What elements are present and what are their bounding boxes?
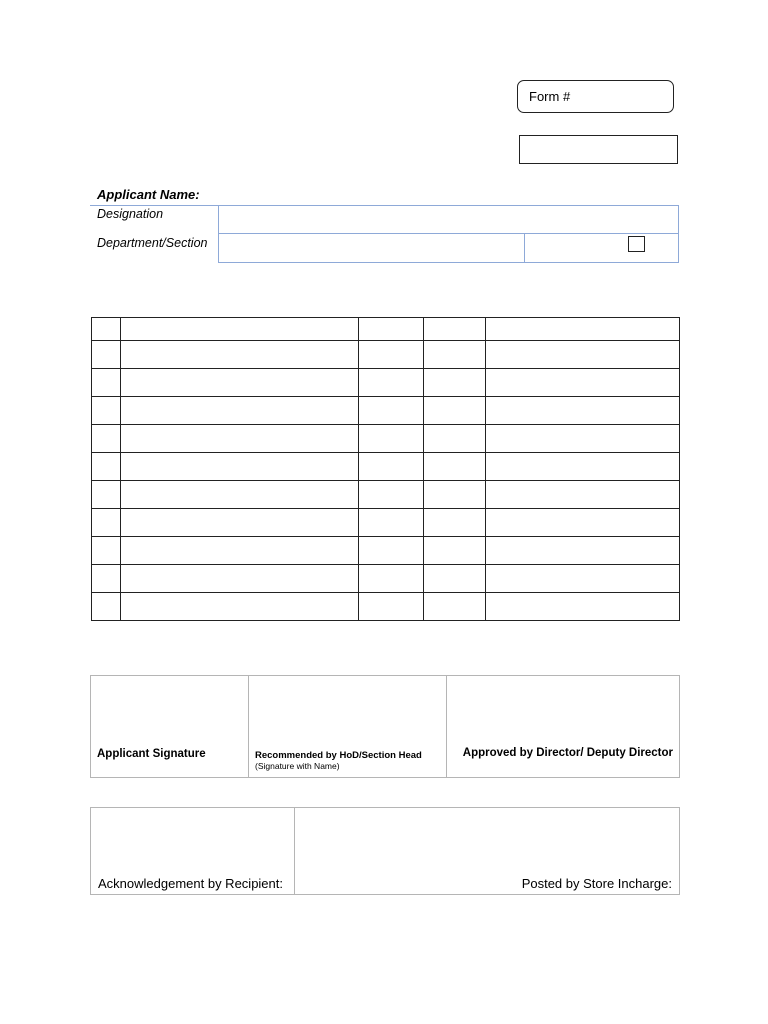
table-cell[interactable] (486, 537, 680, 565)
table-cell[interactable] (486, 369, 680, 397)
table-cell[interactable] (359, 341, 424, 369)
table-cell[interactable] (121, 341, 359, 369)
table-cell[interactable] (359, 509, 424, 537)
table-cell[interactable] (359, 593, 424, 621)
table-cell[interactable] (486, 593, 680, 621)
recommended-cell[interactable] (249, 676, 447, 778)
table-cell[interactable] (486, 341, 680, 369)
table-cell[interactable] (486, 565, 680, 593)
table-header-row (92, 318, 680, 341)
designation-label: Designation (97, 207, 164, 221)
table-cell[interactable] (92, 537, 121, 565)
table-row (92, 481, 680, 509)
approved-cell[interactable] (447, 676, 680, 778)
recipient-cell[interactable] (91, 808, 295, 895)
recommended-note: (Signature with Name) (255, 761, 340, 771)
store-cell[interactable] (295, 808, 680, 895)
table-cell[interactable] (121, 537, 359, 565)
table-cell[interactable] (92, 509, 121, 537)
table-cell[interactable] (359, 425, 424, 453)
table-row (92, 369, 680, 397)
table-cell[interactable] (92, 481, 121, 509)
info-rule-divider (524, 233, 525, 263)
table-cell[interactable] (359, 397, 424, 425)
table-cell[interactable] (121, 397, 359, 425)
table-cell[interactable] (486, 509, 680, 537)
table-cell[interactable] (424, 369, 486, 397)
table-cell[interactable] (424, 481, 486, 509)
table-cell[interactable] (424, 425, 486, 453)
form-number-field[interactable] (519, 135, 678, 164)
info-rule-right (678, 205, 679, 263)
designation-field[interactable] (219, 206, 678, 233)
table-row (92, 453, 680, 481)
applicant-signature-label: Applicant Signature (97, 748, 206, 760)
table-cell[interactable] (359, 481, 424, 509)
acknowledgement-table (90, 807, 680, 895)
table-cell[interactable] (424, 565, 486, 593)
table-cell[interactable] (92, 425, 121, 453)
table-row (92, 509, 680, 537)
signature-table (90, 675, 680, 778)
table-cell[interactable] (92, 565, 121, 593)
store-label: Posted by Store Incharge: (521, 876, 672, 891)
table-cell[interactable] (359, 565, 424, 593)
department-field[interactable] (219, 234, 524, 262)
table-cell[interactable] (359, 369, 424, 397)
applicant-name-label: Applicant Name: (97, 187, 200, 202)
table-row (92, 593, 680, 621)
table-cell[interactable] (359, 537, 424, 565)
table-cell[interactable] (424, 537, 486, 565)
table-cell[interactable] (121, 369, 359, 397)
table-cell[interactable] (424, 593, 486, 621)
table-cell[interactable] (359, 318, 424, 341)
table-row (92, 565, 680, 593)
table-cell[interactable] (92, 397, 121, 425)
table-cell[interactable] (121, 318, 359, 341)
table-cell[interactable] (359, 453, 424, 481)
table-cell[interactable] (424, 318, 486, 341)
checkbox[interactable] (628, 236, 645, 252)
items-table (91, 317, 680, 621)
form-number-box[interactable] (517, 80, 674, 113)
table-cell[interactable] (121, 509, 359, 537)
table-cell[interactable] (424, 341, 486, 369)
recipient-label: Acknowledgement by Recipient: (98, 876, 283, 891)
table-cell[interactable] (486, 318, 680, 341)
table-cell[interactable] (92, 453, 121, 481)
department-label: Department/Section (97, 236, 208, 250)
table-cell[interactable] (486, 397, 680, 425)
table-cell[interactable] (424, 453, 486, 481)
form-number-label: Form # (529, 89, 571, 104)
table-cell[interactable] (486, 453, 680, 481)
table-cell[interactable] (92, 318, 121, 341)
table-row (92, 341, 680, 369)
table-cell[interactable] (92, 369, 121, 397)
table-cell[interactable] (121, 453, 359, 481)
table-row (92, 397, 680, 425)
table-cell[interactable] (486, 425, 680, 453)
info-rule-bottom (218, 262, 679, 263)
table-cell[interactable] (121, 593, 359, 621)
table-cell[interactable] (424, 509, 486, 537)
recommended-label: Recommended by HoD/Section Head (255, 750, 422, 761)
table-cell[interactable] (121, 425, 359, 453)
table-cell[interactable] (486, 481, 680, 509)
table-cell[interactable] (121, 481, 359, 509)
table-cell[interactable] (92, 593, 121, 621)
approved-label: Approved by Director/ Deputy Director (462, 747, 673, 759)
table-cell[interactable] (92, 341, 121, 369)
applicant-signature-cell[interactable] (91, 676, 249, 778)
table-row (92, 425, 680, 453)
table-cell[interactable] (424, 397, 486, 425)
table-cell[interactable] (121, 565, 359, 593)
table-row (92, 537, 680, 565)
